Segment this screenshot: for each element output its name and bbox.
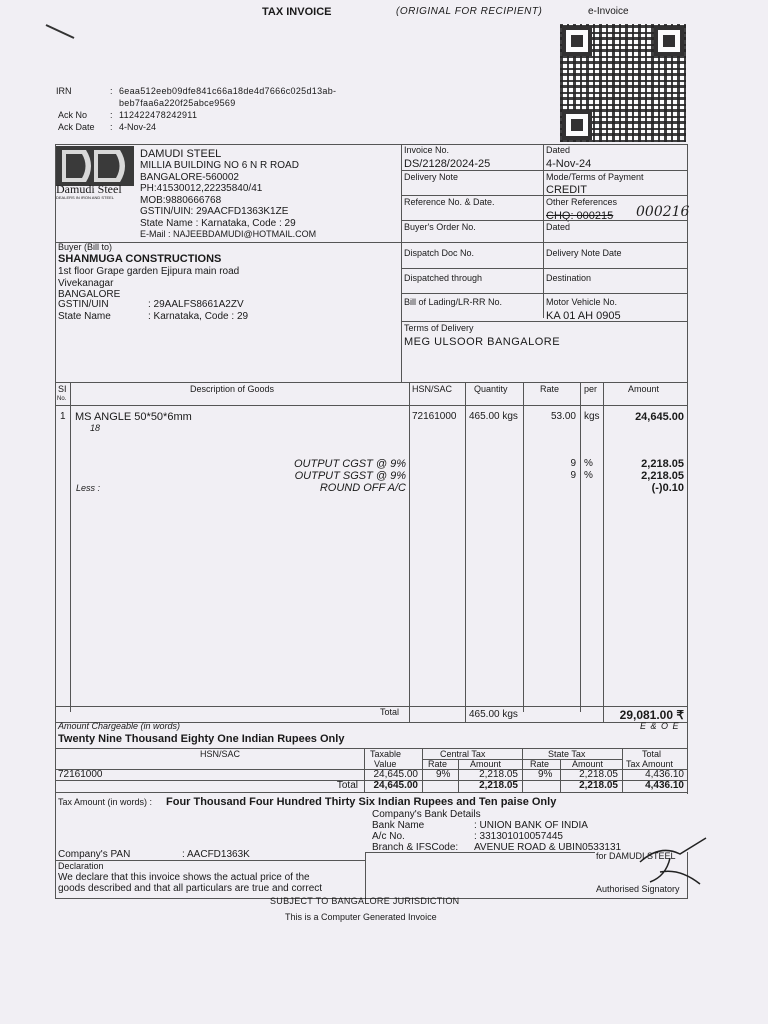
terms-of-delivery-value: MEG ULSOOR BANGALORE — [404, 336, 561, 348]
tax-central-rate-header: Rate — [428, 759, 448, 769]
tax-state-rate-header: Rate — [530, 759, 550, 769]
tax-central-amount-header: Amount — [470, 759, 502, 769]
seller-state: State Name : Karnataka, Code : 29 — [140, 218, 296, 229]
tax-taxable-header: Taxable — [370, 749, 402, 759]
seller-name: DAMUDI STEEL — [140, 148, 222, 160]
pan-value: : AACFD1363K — [182, 849, 250, 860]
divider — [401, 220, 687, 221]
seller-gstin: GSTIN/UIN: 29AACFD1363K1ZE — [140, 206, 289, 217]
computer-generated-text: This is a Computer Generated Invoice — [285, 912, 437, 922]
terms-of-delivery-label: Terms of Delivery — [404, 323, 474, 333]
divider — [401, 268, 687, 269]
logo-tagline: DEALERS IN IRON AND STEEL — [56, 195, 115, 200]
col-amount: Amount — [628, 384, 660, 394]
tax-row-total: 4,436.10 — [645, 769, 684, 780]
irn-value-1: 6eaa512eeb09dfe841c66a18de4d7666c025d13ab- — [119, 86, 337, 96]
cgst-amount: 2,218.05 — [641, 458, 684, 470]
irn-label: IRN — [56, 86, 72, 96]
col-per: per — [584, 384, 598, 394]
col-hsn: HSN/SAC — [412, 384, 453, 394]
cgst-rate: 9 — [570, 458, 576, 469]
divider — [70, 382, 71, 712]
invoice-page: TAX INVOICE (ORIGINAL FOR RECIPIENT) e-Invoice IRN : 6eaa512eeb09dfe841c66a18de4d7666c025d13ab- beb7faa6a220f25abce9569 Ack No : 112422478242911 Ack Date : 4-Nov-24 Damudi Steel DEALERS IN IRON AND STEEL DAMUDI STEEL MILLIA BUILDING NO 6 N R ROAD BANGALORE-560002 PH:41530012,22235840/41 MOB:9880666768 GSTIN/UIN: 29AACFD1363K1ZE State Name : Karnataka, Code : 29 E-Mail : NAJEEBDAMUDI@HOTMAIL.COM Invoice No. DS/2128/2024-25 Dated 4-Nov-24 Delivery Note Mode/Terms of Payment CREDIT Reference No. & Date. Other References CHQ: 000215 000216 Buyer's Order No. Dated Dispatch Doc No. Delivery Note Date Dispatched through Destination Bill of Lading/LR-RR No. Motor Vehicle No. KA 01 AH 0905 Terms of Delivery MEG ULSOOR BANGALORE Buyer (Bill to) SHANMUGA CONSTRUCTIONS 1st floor Grape garden Ejipura main road Vivekanagar BANGALORE GSTIN/UIN : 29AALFS8661A2ZV State Name : Karnataka, Code : 29 SI No. Description of Goods HSN/SAC Quantity Rate per Amount 1 MS ANGLE 50*50*6mm 18 72161000 465.00 kgs 53.00 kgs 24,645.00 OUTPUT CGST @ 9% 9 % 2,218.05 OUTPUT SGST @ 9% 9 % 2,218.05 Less : ROUND OFF A/C (-)0.10 Total 465.00 kgs 29,081.00 ₹ Amount Chargeable (in words) E & O E Twenty Nine Thousand Eighty One Indian Rupees Only HSN/SAC Taxable Value Central Tax State Tax Total Tax Amount Rate Amount Rate Amount 72161000 24,645.00 9% 2,218.05 9% 2,218.05 4,436.10 Total 24,645.00 2,218.05 2,218.05 4,436.10 Tax Amount (in words) : Four Thousand Four Hundred Thirty Six Indian Rupees and Ten paise Only Company's Bank Details Bank Name : UNION BANK OF INDIA A/c No. : 331301010057445 Branch & IFSCode: AVENUE ROAD & UBIN0533131 Company's PAN : AACFD1363K for DAMUDI STEEL Declaration We declare that this invoice shows the actual price of the goods described and that all particulars are true and correct Authorised Signatory SUBJECT TO BANGALORE JURISDICTION This is a Computer Generated Invoice — [0, 0, 768, 1024]
sgst-label: OUTPUT SGST @ 9% — [294, 470, 406, 482]
bank-branch-value: AVENUE ROAD & UBIN0533131 — [474, 842, 622, 853]
dispatched-through-label: Dispatched through — [404, 273, 483, 283]
einvoice-label: e-Invoice — [588, 6, 629, 17]
tax-value-header: Value — [374, 759, 397, 769]
col-si: SI — [58, 384, 67, 394]
handwritten-cheque-no: 000216 — [636, 204, 690, 220]
roundoff-label: ROUND OFF A/C — [319, 482, 406, 494]
delivery-note-label: Delivery Note — [404, 172, 459, 182]
divider — [55, 242, 687, 243]
amount-words-value: Twenty Nine Thousand Eighty One Indian Rupees Only — [58, 733, 345, 745]
buyers-order-label: Buyer's Order No. — [404, 222, 476, 232]
divider — [580, 382, 581, 712]
tax-row-central-rate: 9% — [436, 769, 451, 780]
destination-label: Destination — [546, 273, 592, 283]
ack-date-value: 4-Nov-24 — [119, 122, 157, 132]
row-per: kgs — [584, 411, 600, 422]
delivery-note-date-label: Delivery Note Date — [546, 248, 622, 258]
tax-total-label: Total — [336, 780, 358, 791]
ack-no-value: 112422478242911 — [119, 110, 198, 120]
mode-label: Mode/Terms of Payment — [546, 172, 644, 182]
bill-of-lading-label: Bill of Lading/LR-RR No. — [404, 297, 503, 307]
dated-label: Dated — [546, 145, 571, 155]
tax-row-hsn: 72161000 — [58, 769, 103, 780]
declaration-line-2: goods described and that all particulars are true and correct — [58, 883, 323, 894]
seller-address-1: MILLIA BUILDING NO 6 N R ROAD — [140, 160, 299, 171]
tax-row-central-amount: 2,218.05 — [479, 769, 518, 780]
tax-words-label: Tax Amount (in words) : — [58, 797, 153, 807]
row-amount: 24,645.00 — [635, 411, 684, 423]
divider — [55, 144, 56, 899]
for-company-label: for DAMUDI STEEL — [596, 851, 676, 861]
divider — [409, 382, 410, 722]
buyer-address-1: 1st floor Grape garden Ejipura main road — [58, 266, 240, 277]
row-si: 1 — [60, 411, 66, 422]
other-references-value: CHQ: 000215 — [546, 210, 614, 222]
jurisdiction-text: SUBJECT TO BANGALORE JURISDICTION — [270, 896, 460, 906]
divider — [522, 748, 523, 792]
motor-vehicle-value: KA 01 AH 0905 — [546, 310, 621, 322]
qr-finder-icon — [562, 110, 592, 140]
divider — [603, 382, 604, 722]
amount-words-label: Amount Chargeable (in words) — [58, 721, 181, 731]
ack-date-label: Ack Date — [58, 122, 95, 132]
irn-value-2: beb7faa6a220f25abce9569 — [119, 98, 236, 108]
divider — [55, 792, 687, 793]
ack-no-label: Ack No — [58, 110, 88, 120]
qr-finder-icon — [654, 26, 684, 56]
divider — [523, 382, 524, 712]
logo-text: Damudi Steel — [56, 182, 122, 196]
motor-vehicle-label: Motor Vehicle No. — [546, 297, 618, 307]
bank-heading: Company's Bank Details — [372, 809, 481, 820]
buyer-address-3: BANGALORE — [58, 289, 121, 300]
col-quantity: Quantity — [474, 384, 508, 394]
reference-label: Reference No. & Date. — [404, 197, 495, 207]
col-description: Description of Goods — [190, 384, 275, 394]
divider — [365, 852, 366, 899]
divider — [401, 293, 687, 294]
pan-label: Company's PAN — [58, 849, 131, 860]
col-rate: Rate — [540, 384, 560, 394]
declaration-line-1: We declare that this invoice shows the actual price of the — [58, 872, 310, 883]
total-label: Total — [380, 707, 400, 717]
total-amount: 29,081.00 ₹ — [619, 708, 684, 722]
divider — [458, 759, 459, 792]
tax-hsn-header: HSN/SAC — [200, 749, 241, 759]
eoe-label: E & O E — [640, 721, 680, 731]
qr-finder-icon — [562, 26, 592, 56]
tax-total-state-amount: 2,218.05 — [579, 780, 618, 791]
divider — [55, 144, 687, 145]
sgst-per: % — [584, 470, 593, 481]
bank-name-value: : UNION BANK OF INDIA — [474, 820, 588, 831]
row-description: MS ANGLE 50*50*6mm — [75, 411, 192, 423]
seller-phone: PH:41530012,22235840/41 — [140, 183, 263, 194]
row-rate: 53.00 — [550, 411, 576, 422]
dispatch-doc-label: Dispatch Doc No. — [404, 248, 475, 258]
seller-email: E-Mail : NAJEEBDAMUDI@HOTMAIL.COM — [140, 229, 317, 239]
tax-state-header: State Tax — [548, 749, 586, 759]
divider — [55, 382, 687, 383]
invoice-no-label: Invoice No. — [404, 145, 450, 155]
declaration-label: Declaration — [58, 861, 104, 871]
divider — [465, 382, 466, 722]
roundoff-amount: (-)0.10 — [651, 482, 684, 494]
row-quantity: 465.00 kgs — [469, 411, 518, 422]
buyer-label: Buyer (Bill to) — [58, 242, 113, 252]
buyer-address-2: Vivekanagar — [58, 278, 114, 289]
row-hsn: 72161000 — [412, 411, 457, 422]
seller-mobile: MOB:9880666768 — [140, 195, 222, 206]
dated2-label: Dated — [546, 222, 571, 232]
buyer-gstin-label: GSTIN/UIN — [58, 299, 109, 310]
bank-name-label: Bank Name — [372, 820, 425, 831]
pen-mark-icon — [44, 22, 80, 42]
tax-total-total: 4,436.10 — [645, 780, 684, 791]
divider — [401, 195, 687, 196]
divider — [55, 405, 687, 406]
buyer-state-label: State Name — [58, 311, 111, 322]
less-label: Less : — [76, 483, 101, 493]
tax-state-amount-header: Amount — [572, 759, 604, 769]
invoice-subtitle: (ORIGINAL FOR RECIPIENT) — [396, 6, 543, 17]
qr-code — [560, 24, 686, 142]
mode-value: CREDIT — [546, 184, 587, 196]
buyer-gstin-value: : 29AALFS8661A2ZV — [148, 299, 244, 310]
tax-row-taxable: 24,645.00 — [373, 769, 418, 780]
seller-address-2: BANGALORE-560002 — [140, 172, 239, 183]
buyer-name: SHANMUGA CONSTRUCTIONS — [58, 253, 222, 265]
sgst-amount: 2,218.05 — [641, 470, 684, 482]
tax-total-central-amount: 2,218.05 — [479, 780, 518, 791]
tax-central-header: Central Tax — [440, 749, 486, 759]
tax-total-taxable: 24,645.00 — [373, 780, 418, 791]
bank-branch-label: Branch & IFSCode: — [372, 842, 459, 853]
bank-acc-value: : 331301010057445 — [474, 831, 563, 842]
row-sub: 18 — [90, 423, 101, 433]
cgst-per: % — [584, 458, 593, 469]
authorised-signatory: Authorised Signatory — [596, 884, 680, 894]
sgst-rate: 9 — [570, 470, 576, 481]
tax-total-header: Total — [642, 749, 662, 759]
tax-words-value: Four Thousand Four Hundred Thirty Six Indian Rupees and Ten paise Only — [166, 796, 557, 808]
dated-value: 4-Nov-24 — [546, 158, 592, 170]
cgst-label: OUTPUT CGST @ 9% — [293, 458, 406, 470]
col-no: No. — [57, 396, 67, 402]
divider — [401, 144, 402, 382]
tax-row-state-rate: 9% — [538, 769, 553, 780]
other-references-label: Other References — [546, 197, 618, 207]
divider — [401, 321, 687, 322]
tax-total-amount-header: Tax Amount — [626, 759, 674, 769]
divider — [687, 144, 688, 794]
bank-acc-label: A/c No. — [372, 831, 405, 842]
total-quantity: 465.00 kgs — [469, 709, 518, 720]
divider — [401, 170, 687, 171]
buyer-state-value: : Karnataka, Code : 29 — [148, 311, 249, 322]
invoice-title: TAX INVOICE — [262, 6, 332, 18]
divider — [422, 748, 423, 792]
divider — [55, 706, 687, 707]
divider — [365, 852, 595, 853]
invoice-no-value: DS/2128/2024-25 — [404, 158, 491, 170]
tax-row-state-amount: 2,218.05 — [579, 769, 618, 780]
